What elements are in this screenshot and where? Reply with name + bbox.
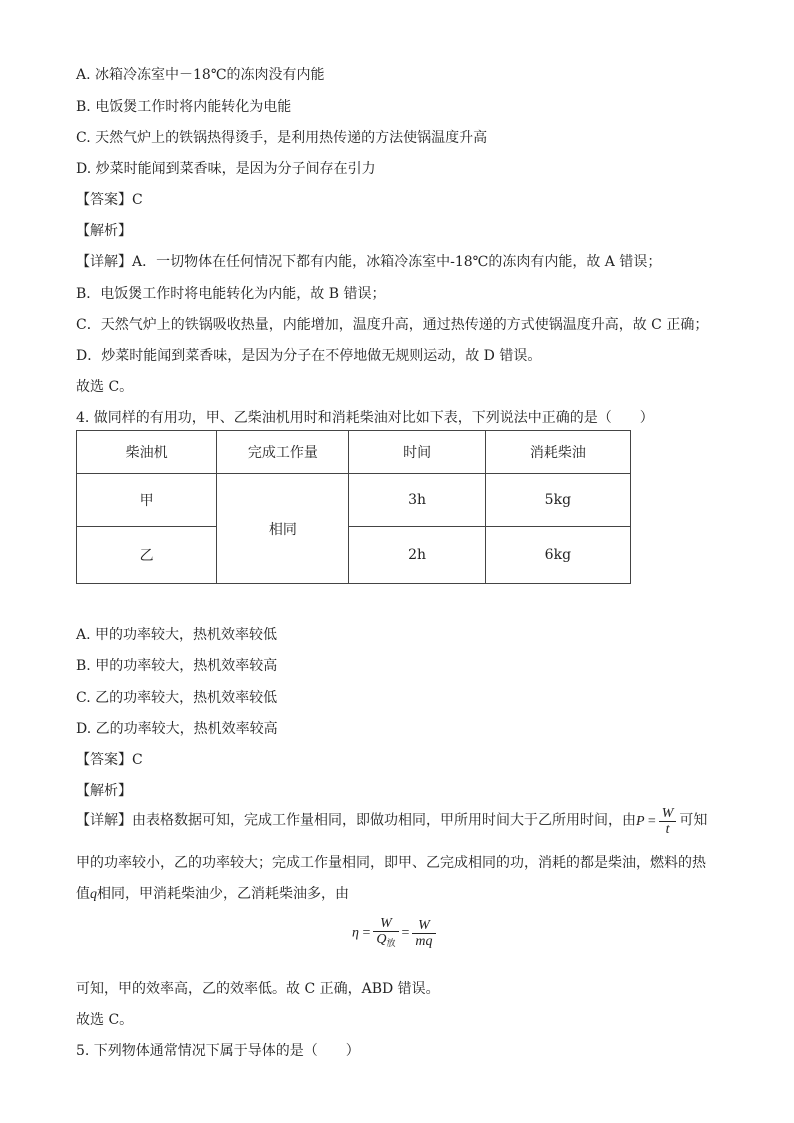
table-row bbox=[77, 474, 631, 527]
table-row bbox=[77, 527, 631, 584]
table-header-cell: 完成工作量 bbox=[217, 431, 349, 474]
q3-detail-b: B．电饭煲工作时将电能转化为内能，故 B 错误； bbox=[76, 286, 386, 302]
q4-detail-line4: 可知，甲的效率高，乙的效率低。故 C 正确，ABD 错误。 bbox=[76, 981, 440, 997]
table-header-cell: 消耗柴油 bbox=[485, 431, 630, 474]
efficiency-formula-eq2: = bbox=[401, 925, 410, 941]
table-cell-engine: 乙 bbox=[77, 527, 217, 584]
power-formula-denominator: t bbox=[665, 822, 670, 837]
q4-option-a: A. 甲的功率较大，热机效率较低 bbox=[76, 627, 278, 643]
efficiency-denominator-subscript: 放 bbox=[386, 938, 396, 948]
q4-option-d: D. 乙的功率较大，热机效率较高 bbox=[76, 721, 278, 737]
q4-detail-line3 bbox=[76, 883, 349, 903]
q3-detail-c: C．天然气炉上的铁锅吸收热量，内能增加，温度升高，通过热传递的方式使锅温度升高，故 C 正确； bbox=[76, 317, 709, 333]
power-formula-fraction bbox=[659, 806, 677, 837]
q4-option-c: C. 乙的功率较大，热机效率较低 bbox=[76, 690, 278, 706]
power-formula-eq: = bbox=[647, 813, 656, 829]
q3-option-c: C. 天然气炉上的铁锅热得烫手，是利用热传递的方法使锅温度升高 bbox=[76, 130, 488, 146]
table-cell-time: 2h bbox=[349, 527, 485, 584]
q3-detail-d: D．炒菜时能闻到菜香味，是因为分子在不停地做无规则运动，故 D 错误。 bbox=[76, 348, 542, 364]
comparison-table bbox=[76, 430, 631, 584]
q3-conclusion: 故选 C。 bbox=[76, 379, 134, 395]
efficiency-denominator-2: mq bbox=[415, 934, 433, 949]
q3-detail-a: 【详解】A．一切物体在任何情况下都有内能，冰箱冷冻室中-18℃的冻肉有内能，故 A 错误； bbox=[76, 254, 662, 270]
efficiency-formula-lhs: η bbox=[352, 925, 359, 941]
q3-analysis-label: 【解析】 bbox=[76, 223, 132, 239]
q4-detail-text: 值 bbox=[76, 886, 90, 902]
table-header-cell: 时间 bbox=[349, 431, 485, 474]
q4-detail-line1 bbox=[76, 806, 707, 837]
table-cell-work: 相同 bbox=[217, 474, 349, 584]
table-cell-fuel: 5kg bbox=[485, 474, 630, 527]
q4-detail-text: 可知 bbox=[679, 812, 708, 829]
q4-analysis-label: 【解析】 bbox=[76, 783, 132, 799]
q4-stem: 4. 做同样的有用功，甲、乙柴油机用时和消耗柴油对比如下表，下列说法中正确的是（ ） bbox=[76, 410, 654, 426]
q4-option-b: B. 甲的功率较大，热机效率较高 bbox=[76, 658, 278, 674]
efficiency-numerator-1: W bbox=[373, 916, 398, 932]
q4-detail-text: 【详解】由表格数据可知，完成工作量相同，即做功相同，甲所用时间大于乙所用时间，由 bbox=[76, 812, 636, 829]
power-formula-lhs: P bbox=[636, 813, 645, 829]
table-header-cell: 柴油机 bbox=[77, 431, 217, 474]
q4-detail-var: q bbox=[90, 887, 97, 902]
q3-option-d: D. 炒菜时能闻到菜香味，是因为分子间存在引力 bbox=[76, 161, 376, 177]
efficiency-fraction-2 bbox=[412, 918, 435, 949]
efficiency-formula bbox=[352, 916, 439, 951]
q4-conclusion: 故选 C。 bbox=[76, 1012, 134, 1028]
table-header-row bbox=[77, 431, 631, 474]
q4-detail-line2: 甲的功率较小，乙的功率较大；完成工作量相同，即甲、乙完成相同的功，消耗的都是柴油，燃料的热 bbox=[76, 855, 706, 871]
table-cell-fuel: 6kg bbox=[485, 527, 630, 584]
q3-answer: 【答案】C bbox=[76, 192, 143, 208]
efficiency-formula-eq: = bbox=[362, 925, 371, 941]
q3-option-b: B. 电饭煲工作时将内能转化为电能 bbox=[76, 99, 292, 115]
efficiency-denominator-symbol: Q bbox=[376, 932, 387, 947]
power-formula bbox=[636, 806, 679, 837]
efficiency-denominator-1 bbox=[373, 932, 398, 951]
q4-answer: 【答案】C bbox=[76, 752, 143, 768]
table-cell-time: 3h bbox=[349, 474, 485, 527]
efficiency-numerator-2: W bbox=[412, 918, 435, 934]
q5-stem: 5. 下列物体通常情况下属于导体的是（ ） bbox=[76, 1043, 360, 1059]
q4-detail-text: 相同，甲消耗柴油少，乙消耗柴油多，由 bbox=[97, 886, 349, 902]
efficiency-fraction-1 bbox=[373, 916, 398, 951]
table-cell-engine: 甲 bbox=[77, 474, 217, 527]
q3-option-a: A. 冰箱冷冻室中－18℃的冻肉没有内能 bbox=[76, 67, 325, 83]
power-formula-numerator: W bbox=[659, 806, 677, 822]
